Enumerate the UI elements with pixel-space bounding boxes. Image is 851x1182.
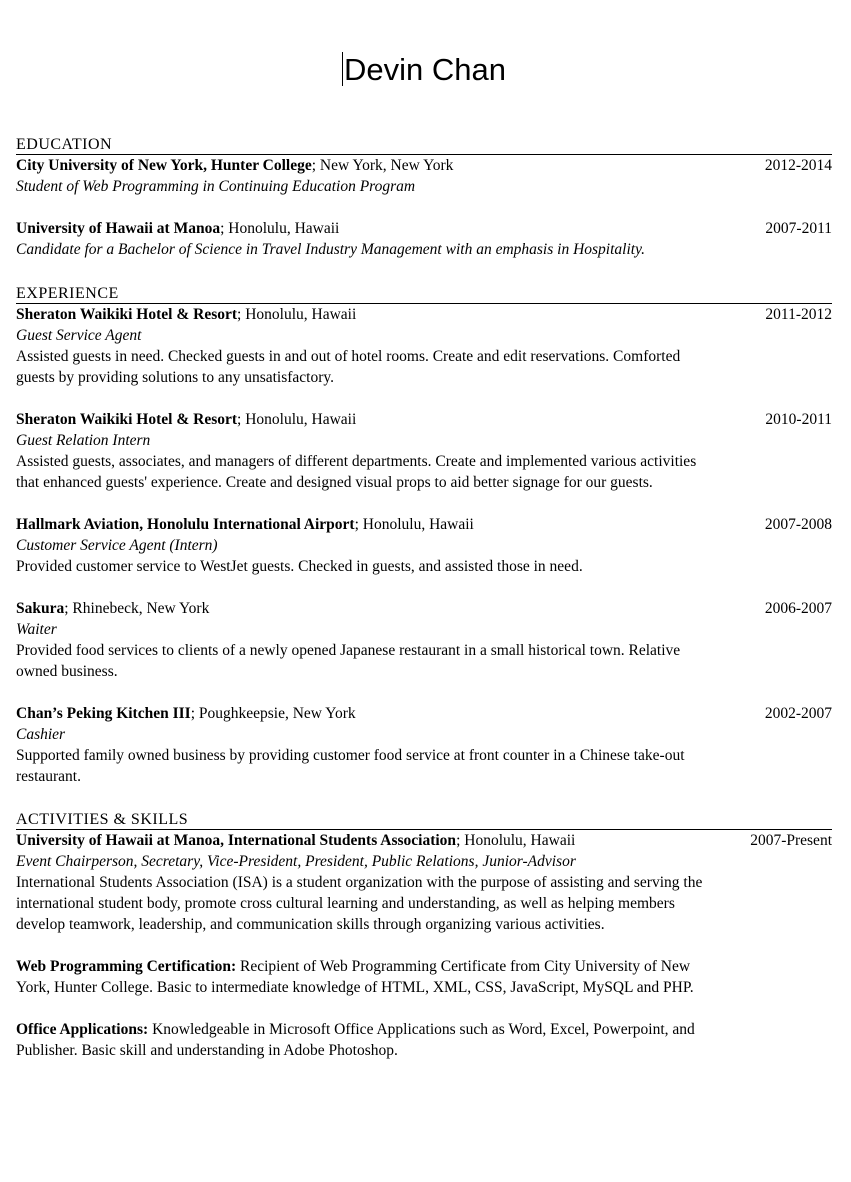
entry-desc-line: Assisted guests, associates, and managers of different departments. Create and implemented various activities (16, 453, 697, 470)
entry-role: Guest Service Agent (16, 327, 142, 344)
entry-desc-line: guests by providing solutions to any unsatisfactory. (16, 369, 335, 386)
entry-dates: 2010-2011 (765, 411, 832, 428)
entry-role: Cashier (16, 726, 66, 743)
entry-org: Chan’s Peking Kitchen III (16, 705, 191, 722)
entry-dates: 2011-2012 (765, 306, 832, 323)
entry-desc-line: Provided customer service to WestJet guests. Checked in guests, and assisted those in need. (16, 558, 583, 575)
entry-desc-line: develop teamwork, leadership, and communication skills through organizing various activities. (16, 916, 605, 933)
entry-org: Sheraton Waikiki Hotel & Resort (16, 411, 238, 428)
entry-desc-line: restaurant. (16, 768, 81, 785)
entry-desc-line: Provided food services to clients of a newly opened Japanese restaurant in a small historical town. Relative (16, 642, 681, 659)
education-heading: EDUCATION (16, 135, 832, 155)
entry-location: ; Honolulu, Hawaii (220, 220, 340, 237)
skill-label: Office Applications: (16, 1021, 149, 1038)
entry-role: Event Chairperson, Secretary, Vice-President, President, Public Relations, Junior-Advisor (16, 853, 576, 870)
entry-location: ; Honolulu, Hawaii (354, 516, 474, 533)
skill-text: Recipient of Web Programming Certificate from City University of New (236, 958, 691, 975)
entry-dates: 2007-Present (750, 832, 832, 849)
skill-text: Publisher. Basic skill and understanding in Adobe Photoshop. (16, 1042, 398, 1059)
entry-org: City University of New York, Hunter College (16, 157, 312, 174)
entry-desc-line: international student body, promote cross cultural learning and understanding, as well as helping members (16, 895, 675, 912)
entry-location: ; Honolulu, Hawaii (456, 832, 576, 849)
entry-location: ; Honolulu, Hawaii (237, 306, 357, 323)
activities-heading: ACTIVITIES & SKILLS (16, 810, 832, 830)
experience-entry (16, 409, 832, 493)
entry-location: ; Rhinebeck, New York (64, 600, 210, 617)
resume-name[interactable] (16, 50, 832, 90)
experience-entry (16, 514, 832, 577)
entry-dates: 2012-2014 (764, 157, 832, 174)
skill-text: Knowledgeable in Microsoft Office Applications such as Word, Excel, Powerpoint, and (148, 1021, 695, 1038)
experience-section (16, 284, 832, 787)
experience-entry (16, 703, 832, 787)
education-section (16, 135, 832, 260)
name-text: Devin Chan (344, 52, 506, 87)
entry-org: University of Hawaii at Manoa (16, 220, 221, 237)
entry-desc-line: Supported family owned business by providing customer food service at front counter in a Chinese take-out (16, 747, 685, 764)
skill-office-applications (16, 1019, 832, 1061)
education-entry-manoa (16, 218, 832, 260)
education-entry-hunter (16, 155, 832, 197)
entry-location: ; Poughkeepsie, New York (190, 705, 356, 722)
activities-section (16, 810, 832, 1061)
experience-entry (16, 598, 832, 682)
entry-desc-line: that enhanced guests' experience. Create and designed visual props to aid better signage for our guests. (16, 474, 653, 491)
entry-role: Customer Service Agent (Intern) (16, 537, 218, 554)
entry-desc-line: International Students Association (ISA) is a student organization with the purpose of assisting and serving the (16, 874, 703, 891)
skill-label: Web Programming Certification: (16, 958, 237, 975)
entry-role: Student of Web Programming in Continuing Education Program (16, 178, 416, 195)
entry-desc-line: Assisted guests in need. Checked guests in and out of hotel rooms. Create and edit reservations. Comforted (16, 348, 681, 365)
experience-entry (16, 304, 832, 388)
entry-role: Candidate for a Bachelor of Science in Travel Industry Management with an emphasis in Hospitality. (16, 241, 645, 258)
entry-role: Waiter (16, 621, 57, 638)
entry-dates: 2002-2007 (764, 705, 832, 722)
skill-web-programming (16, 956, 832, 998)
activity-entry-isa (16, 830, 832, 935)
entry-org: Sheraton Waikiki Hotel & Resort (16, 306, 238, 323)
entry-dates: 2007-2008 (764, 516, 832, 533)
entry-org: Sakura (16, 600, 65, 617)
entry-dates: 2006-2007 (764, 600, 832, 617)
entry-org: University of Hawaii at Manoa, International Students Association (16, 832, 457, 849)
entry-desc-line: owned business. (16, 663, 118, 680)
entry-dates: 2007-2011 (765, 220, 832, 237)
entry-org: Hallmark Aviation, Honolulu International Airport (16, 516, 355, 533)
skill-text: York, Hunter College. Basic to intermediate knowledge of HTML, XML, CSS, JavaScript, MySQL and PHP. (16, 979, 694, 996)
entry-location: ; Honolulu, Hawaii (237, 411, 357, 428)
experience-heading: EXPERIENCE (16, 284, 832, 304)
text-cursor (342, 52, 343, 86)
entry-location: ; New York, New York (311, 157, 454, 174)
entry-role: Guest Relation Intern (16, 432, 151, 449)
